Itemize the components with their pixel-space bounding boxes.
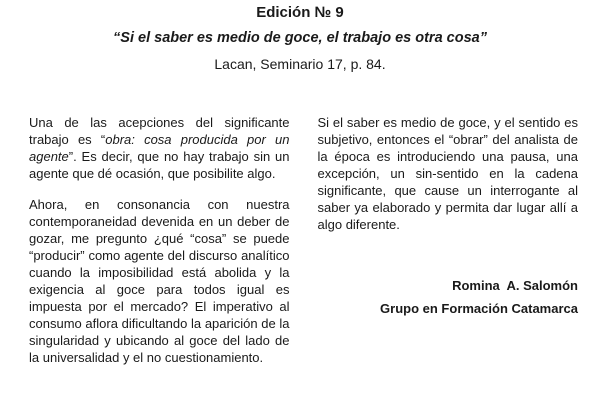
right-column	[318, 114, 579, 380]
left-paragraph-1-text: Una de las acepciones del significante trabajo es “	[29, 115, 290, 147]
author-name: Romina A. Salomón	[452, 278, 578, 293]
left-paragraph-1	[29, 114, 290, 182]
left-paragraph-2: Ahora, en consonancia con nuestra contemporaneidad devenida en un deber de gozar, me pregunto ¿qué “cosa” se puede “producir” como agente del discurso analítico cuando la imposibilidad está abolida y la exigencia al goce para todos igual es impuesta por el mercado? El imperativo al consumo aflora dificultando la aparición de la singularidad y ubicando al goce del lado de la universalidad y el no cuestionamiento.	[29, 197, 290, 365]
left-column	[29, 114, 290, 380]
edition-title: Edición № 9	[256, 4, 344, 21]
italic-phrase: obra: cosa producida por un agente	[29, 132, 290, 164]
signature-block	[318, 277, 579, 317]
author-group: Grupo en Formación Catamarca	[380, 301, 578, 316]
left-paragraph-1-continuation: ”. Es decir, que no hay trabajo sin un agente que dé ocasión, que posibilite algo.	[29, 149, 290, 181]
document-header	[0, 0, 600, 72]
two-column-body	[0, 114, 600, 380]
quote-attribution: Lacan, Seminario 17, p. 84.	[214, 56, 386, 72]
quote-subtitle: “Si el saber es medio de goce, el trabajo es otra cosa”	[113, 30, 487, 46]
right-paragraph-1: Si el saber es medio de goce, y el sentido es subjetivo, entonces el “obrar” del analista de la época es introduciendo una pausa, una excepción, un sin-sentido en la cadena significante, que cause un interrogante al saber ya elaborado y permita dar lugar allí a algo diferente.	[317, 115, 578, 232]
